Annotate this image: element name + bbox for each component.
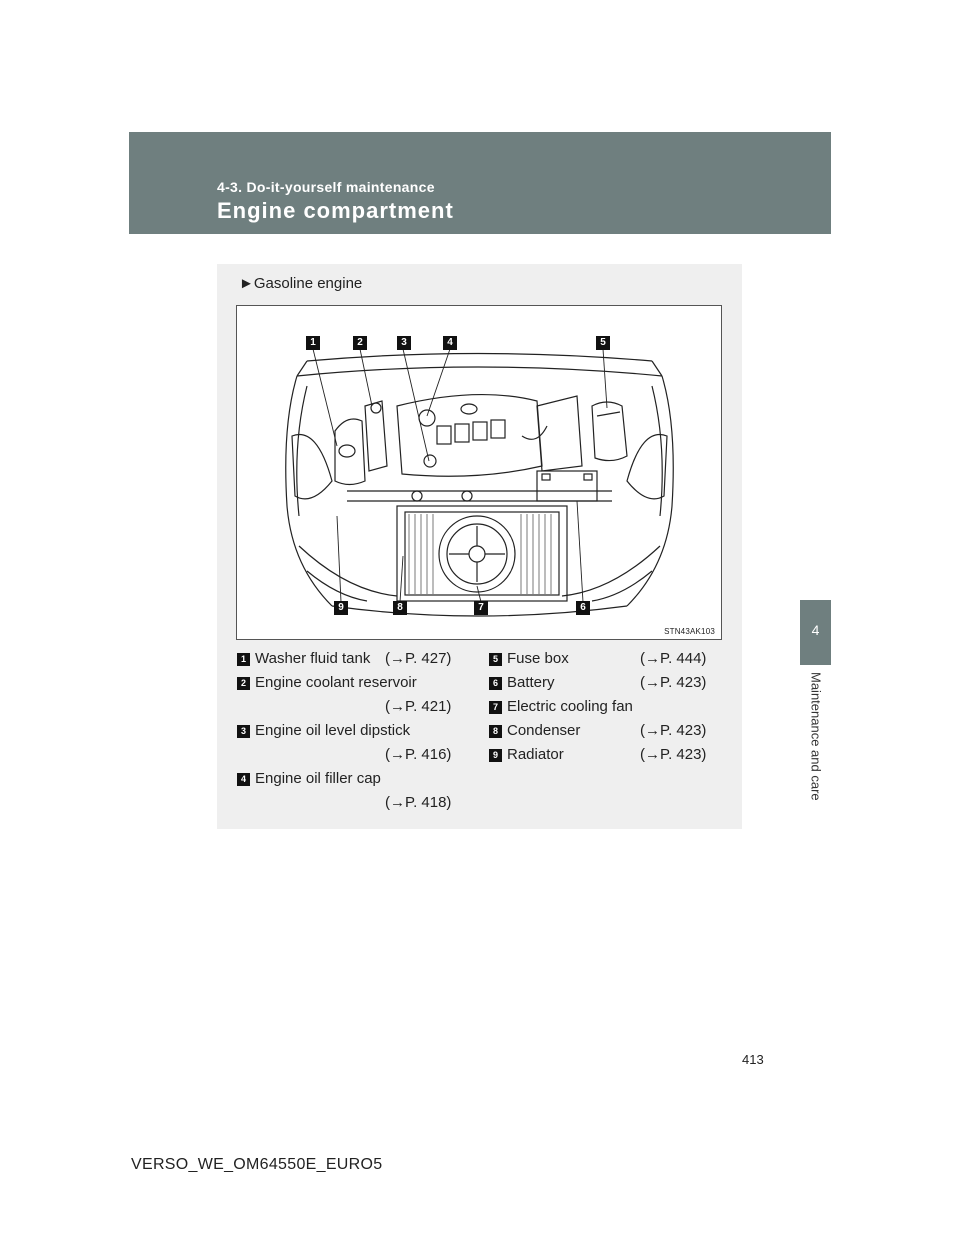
legend-label: Condenser bbox=[507, 722, 581, 739]
legend-label: Radiator bbox=[507, 746, 564, 763]
legend-reference[interactable]: (→P. 418) bbox=[385, 794, 452, 811]
legend-number: 1 bbox=[237, 653, 250, 666]
legend-reference[interactable]: (→P. 421) bbox=[385, 698, 452, 715]
legend-reference[interactable]: (→P. 423) bbox=[640, 722, 707, 739]
callout-2: 2 bbox=[353, 336, 367, 350]
callout-6: 6 bbox=[576, 601, 590, 615]
engine-panel bbox=[217, 264, 742, 829]
chapter-tab[interactable] bbox=[800, 600, 831, 665]
callout-8: 8 bbox=[393, 601, 407, 615]
legend-number: 8 bbox=[489, 725, 502, 738]
callout-5: 5 bbox=[596, 336, 610, 350]
legend-number: 6 bbox=[489, 677, 502, 690]
legend-reference[interactable]: (→P. 444) bbox=[640, 650, 707, 667]
engine-illustration bbox=[236, 305, 722, 640]
legend-reference[interactable]: (→P. 416) bbox=[385, 746, 452, 763]
legend-label: Engine oil level dipstick bbox=[255, 722, 411, 739]
legend-label: Engine oil filler cap bbox=[255, 770, 381, 787]
legend-number: 9 bbox=[489, 749, 502, 762]
legend-label: Electric cooling fan bbox=[507, 698, 633, 715]
callout-9: 9 bbox=[334, 601, 348, 615]
legend-number: 4 bbox=[237, 773, 250, 786]
legend-number: 7 bbox=[489, 701, 502, 714]
legend-number: 5 bbox=[489, 653, 502, 666]
legend-label: Fuse box bbox=[507, 650, 569, 667]
chapter-label-area bbox=[787, 672, 845, 801]
document-footer: VERSO_WE_OM64550E_EURO5 bbox=[131, 1156, 383, 1173]
legend-reference[interactable]: (→P. 427) bbox=[385, 650, 452, 667]
legend-label: Engine coolant reservoir bbox=[255, 674, 417, 691]
callout-3: 3 bbox=[397, 336, 411, 350]
callout-4: 4 bbox=[443, 336, 457, 350]
engine-drawing bbox=[237, 306, 722, 640]
legend-reference[interactable]: (→P. 423) bbox=[640, 746, 707, 763]
chapter-label: Maintenance and care bbox=[808, 672, 824, 801]
legend-reference[interactable]: (→P. 423) bbox=[640, 674, 707, 691]
page-title: Engine compartment bbox=[217, 198, 454, 223]
legend-number: 3 bbox=[237, 725, 250, 738]
page-number: 413 bbox=[742, 1052, 764, 1067]
figure-code: STN43AK103 bbox=[664, 627, 715, 636]
callout-7: 7 bbox=[474, 601, 488, 615]
component-legend bbox=[237, 650, 727, 820]
callout-1: 1 bbox=[306, 336, 320, 350]
legend-label: Washer fluid tank bbox=[255, 650, 371, 667]
section-header bbox=[129, 132, 831, 234]
chapter-number: 4 bbox=[811, 622, 820, 638]
legend-label: Battery bbox=[507, 674, 555, 691]
engine-type-heading: ►Gasoline engine bbox=[239, 275, 363, 292]
legend-number: 2 bbox=[237, 677, 250, 690]
section-title: 4-3. Do-it-yourself maintenance bbox=[217, 179, 435, 195]
